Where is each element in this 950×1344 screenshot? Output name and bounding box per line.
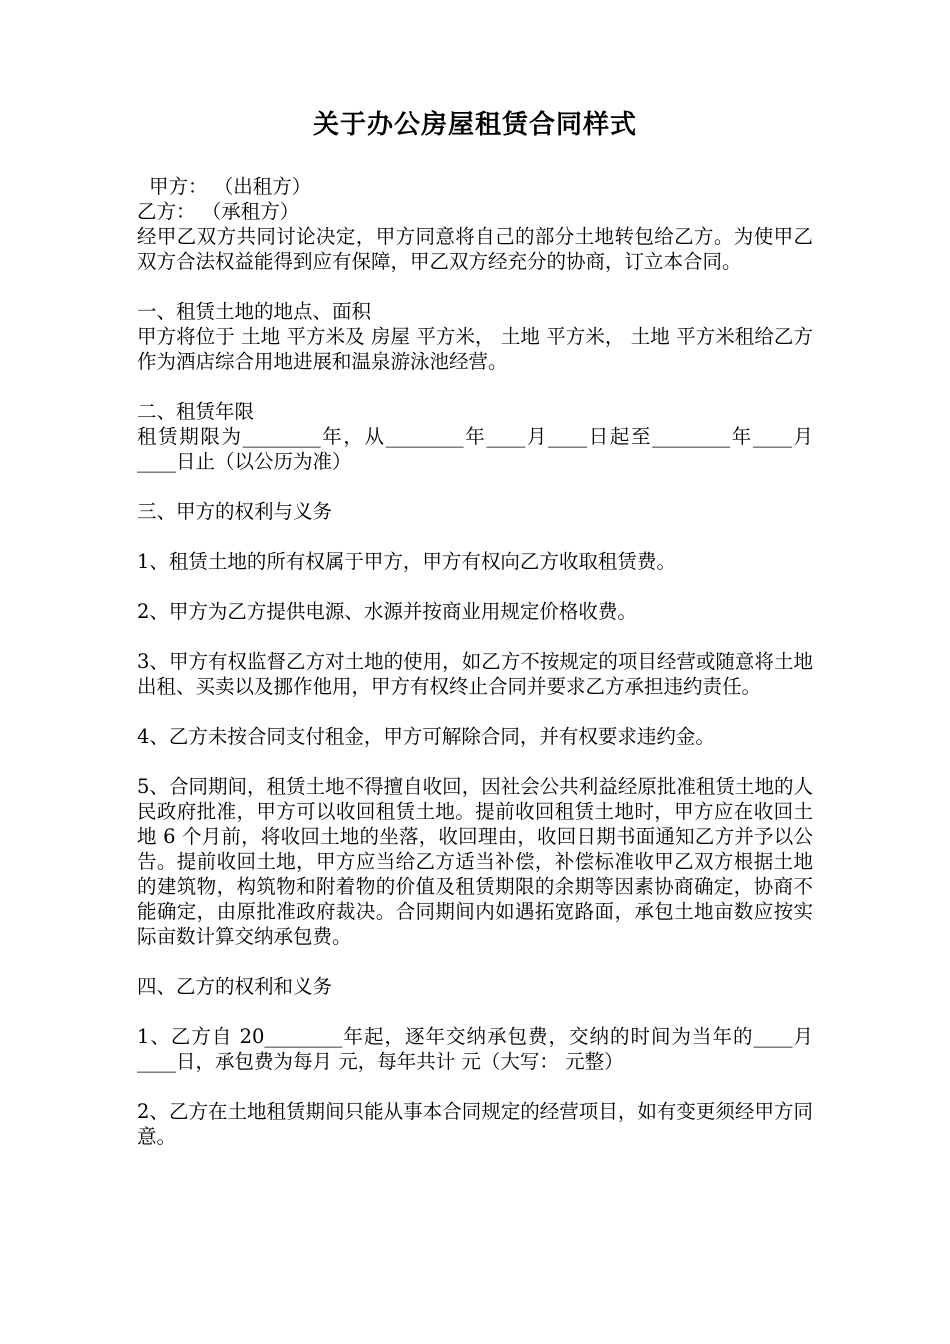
- section3-item-2: 2、甲方为乙方提供电源、水源并按商业用规定价格收费。: [137, 600, 637, 623]
- party-b-line: 乙方： （承租方）: [137, 200, 300, 223]
- section1-heading: 一、租赁土地的地点、面积: [137, 300, 372, 323]
- section4-item-1: 1、乙方自 20________年起，逐年交纳承包费，交纳的时间为当年的____月____日，承包费为每月 元，每年共计 元（大写： 元整）: [137, 1025, 813, 1073]
- document-title: 关于办公房屋租赁合同样式: [312, 110, 637, 140]
- section3-item-5: 5、合同期间，租赁土地不得擅自收回，因社会公共利益经原批准租赁土地的人民政府批准，甲方可以收回租赁土地。提前收回租赁土地时，甲方应在收回土地 6 个月前，将收回土地的坐落，收回理由，收回日期书面通知乙方并予以公告。提前收回土地，甲方应当给乙方适当补偿，补偿标准收甲乙双方根据土地的建筑物，构筑物和附着物的价值及租赁期限的余期等因素协商确定，协商不能确定，由原批准政府裁决。合同期间内如遇拓宽路面，承包土地亩数应按实际亩数计算交纳承包费。: [137, 775, 813, 948]
- party-a-line: 甲方： （出租方）: [149, 175, 312, 198]
- section3-item-1: 1、租赁土地的所有权属于甲方，甲方有权向乙方收取租赁费。: [137, 550, 676, 573]
- section4-heading: 四、乙方的权利和义务: [137, 975, 333, 998]
- document-body: [137, 174, 813, 1149]
- section3-heading: 三、甲方的权利与义务: [137, 500, 333, 523]
- section2-heading: 二、租赁年限: [137, 400, 255, 423]
- intro-paragraph: 经甲乙双方共同讨论决定，甲方同意将自己的部分土地转包给乙方。为使甲乙双方合法权益能得到应有保障，甲乙双方经充分的协商，订立本合同。: [137, 225, 813, 273]
- section4-item-2: 2、乙方在土地租赁期间只能从事本合同规定的经营项目，如有变更须经甲方同意。: [137, 1100, 813, 1148]
- section2-body: 租赁期限为________年，从________年____月____日起至________年____月____日止（以公历为准）: [137, 425, 813, 473]
- section3-item-4: 4、乙方未按合同支付租金，甲方可解除合同，并有权要求违约金。: [137, 725, 715, 748]
- section1-body: 甲方将位于 土地 平方米及 房屋 平方米， 土地 平方米， 土地 平方米租给乙方作为酒店综合用地进展和温泉游泳池经营。: [137, 325, 813, 373]
- section3-item-3: 3、甲方有权监督乙方对土地的使用，如乙方不按规定的项目经营或随意将土地出租、买卖以及挪作他用，甲方有权终止合同并要求乙方承担违约责任。: [137, 650, 813, 698]
